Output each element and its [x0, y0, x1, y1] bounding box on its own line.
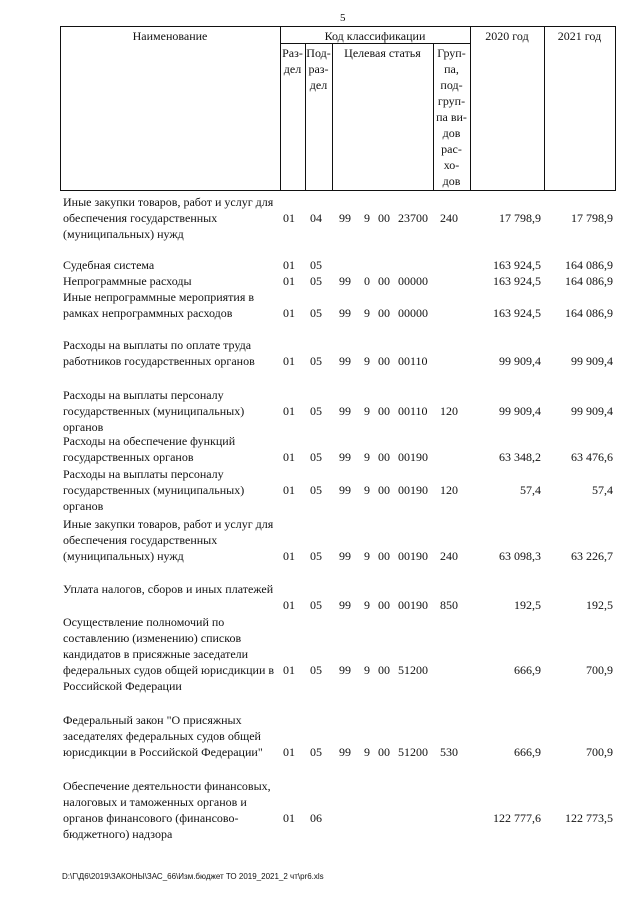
target-part2-cell: 9	[364, 450, 370, 464]
value-2021-cell: 700,9	[586, 663, 613, 677]
target-part3-cell: 00	[378, 450, 390, 464]
target-part4-cell: 00190	[398, 598, 428, 612]
razdel-cell: 01	[283, 404, 295, 418]
podrazdel-cell: 05	[310, 745, 322, 759]
target-part2-cell: 9	[364, 354, 370, 368]
value-2020-cell: 163 924,5	[493, 258, 541, 272]
value-2021-cell: 17 798,9	[571, 211, 613, 225]
podrazdel-cell: 05	[310, 483, 322, 497]
razdel-cell: 01	[283, 211, 295, 225]
target-part4-cell: 51200	[398, 663, 428, 677]
target-part3-cell: 00	[378, 274, 390, 288]
target-part1-cell: 99	[339, 450, 351, 464]
target-part2-cell: 9	[364, 306, 370, 320]
value-2020-cell: 99 909,4	[499, 404, 541, 418]
target-part1-cell: 99	[339, 306, 351, 320]
podrazdel-cell: 05	[310, 598, 322, 612]
group-cell: 120	[440, 483, 458, 497]
podrazdel-cell: 05	[310, 450, 322, 464]
value-2020-cell: 17 798,9	[499, 211, 541, 225]
target-part1-cell: 99	[339, 274, 351, 288]
podrazdel-cell: 05	[310, 354, 322, 368]
group-cell: 850	[440, 598, 458, 612]
target-part3-cell: 00	[378, 483, 390, 497]
target-part1-cell: 99	[339, 549, 351, 563]
podrazdel-cell: 05	[310, 663, 322, 677]
razdel-cell: 01	[283, 258, 295, 272]
razdel-cell: 01	[283, 663, 295, 677]
row-name: Иные закупки товаров, работ и услуг для обеспечения государственных (муниципальных) нужд	[63, 195, 274, 241]
razdel-cell: 01	[283, 811, 295, 825]
target-part4-cell: 00190	[398, 483, 428, 497]
target-part2-cell: 0	[364, 274, 370, 288]
target-part2-cell: 9	[364, 483, 370, 497]
value-2021-cell: 164 086,9	[565, 306, 613, 320]
razdel-cell: 01	[283, 306, 295, 320]
target-part3-cell: 00	[378, 549, 390, 563]
row-name: Расходы на обеспечение функций государственных органов	[63, 434, 236, 464]
target-part1-cell: 99	[339, 745, 351, 759]
target-part1-cell: 99	[339, 598, 351, 612]
row-name: Иные закупки товаров, работ и услуг для обеспечения государственных (муниципальных) нужд	[63, 517, 274, 563]
value-2021-cell: 164 086,9	[565, 274, 613, 288]
value-2021-cell: 192,5	[586, 598, 613, 612]
header-vline	[544, 26, 545, 191]
razdel-cell: 01	[283, 745, 295, 759]
row-name: Судебная система	[63, 258, 155, 272]
target-part1-cell: 99	[339, 354, 351, 368]
header-2020: 2020 год	[485, 29, 529, 43]
podrazdel-cell: 04	[310, 211, 322, 225]
target-part3-cell: 00	[378, 211, 390, 225]
podrazdel-cell: 05	[310, 549, 322, 563]
target-part4-cell: 51200	[398, 745, 428, 759]
podrazdel-cell: 05	[310, 306, 322, 320]
target-part1-cell: 99	[339, 211, 351, 225]
header-podrazdel: Под- раз- дел	[306, 46, 331, 92]
target-part2-cell: 9	[364, 211, 370, 225]
target-part4-cell: 00190	[398, 450, 428, 464]
value-2021-cell: 63 476,6	[571, 450, 613, 464]
header-vline	[60, 26, 61, 191]
podrazdel-cell: 05	[310, 404, 322, 418]
row-name: Расходы на выплаты по оплате труда работников государственных органов	[63, 338, 255, 368]
target-part4-cell: 00190	[398, 549, 428, 563]
target-part4-cell: 00000	[398, 274, 428, 288]
podrazdel-cell: 05	[310, 258, 322, 272]
podrazdel-cell: 06	[310, 811, 322, 825]
target-part1-cell: 99	[339, 663, 351, 677]
footer-path: D:\Г\Д6\2019\ЗАКОНЫ\ЗАС_66\Изм.бюджет ТО 2019_2021_2 чт\pr6.xls	[62, 872, 324, 881]
row-name: Уплата налогов, сборов и иных платежей	[63, 582, 274, 596]
value-2020-cell: 99 909,4	[499, 354, 541, 368]
value-2021-cell: 99 909,4	[571, 354, 613, 368]
target-part2-cell: 9	[364, 598, 370, 612]
target-part4-cell: 00110	[398, 354, 428, 368]
value-2020-cell: 192,5	[514, 598, 541, 612]
value-2021-cell: 57,4	[592, 483, 613, 497]
group-cell: 240	[440, 211, 458, 225]
value-2021-cell: 99 909,4	[571, 404, 613, 418]
razdel-cell: 01	[283, 274, 295, 288]
row-name: Иные непрограммные мероприятия в рамках непрограммных расходов	[63, 290, 255, 320]
razdel-cell: 01	[283, 450, 295, 464]
group-cell: 240	[440, 549, 458, 563]
target-part3-cell: 00	[378, 354, 390, 368]
target-part3-cell: 00	[378, 306, 390, 320]
value-2020-cell: 666,9	[514, 663, 541, 677]
header-vline	[470, 26, 471, 191]
value-2021-cell: 700,9	[586, 745, 613, 759]
target-part4-cell: 23700	[398, 211, 428, 225]
page-number: 5	[340, 12, 346, 24]
header-2021: 2021 год	[557, 29, 602, 43]
header-target: Целевая статья	[344, 46, 421, 60]
target-part3-cell: 00	[378, 745, 390, 759]
target-part2-cell: 9	[364, 404, 370, 418]
value-2021-cell: 122 773,5	[565, 811, 613, 825]
value-2020-cell: 63 098,3	[499, 549, 541, 563]
value-2020-cell: 163 924,5	[493, 306, 541, 320]
header-razdel: Раз- дел	[282, 46, 303, 76]
header-top-line	[60, 26, 616, 27]
value-2020-cell: 163 924,5	[493, 274, 541, 288]
row-name: Обеспечение деятельности финансовых, налоговых и таможенных органов и органов финансового (финансово-бюджетного) надзора	[63, 779, 271, 841]
group-cell: 530	[440, 745, 458, 759]
value-2020-cell: 57,4	[520, 483, 541, 497]
razdel-cell: 01	[283, 354, 295, 368]
header-bottom-line	[60, 190, 616, 191]
header-group: Груп- па, под- груп- па ви- дов рас- хо- дов	[436, 46, 467, 188]
target-part1-cell: 99	[339, 483, 351, 497]
razdel-cell: 01	[283, 598, 295, 612]
value-2021-cell: 63 226,7	[571, 549, 613, 563]
row-name: Расходы на выплаты персоналу государственных (муниципальных) органов	[63, 467, 245, 513]
row-name: Федеральный закон "О присяжных заседателях федеральных судов общей юрисдикции в Российской Федерации"	[63, 713, 263, 759]
target-part3-cell: 00	[378, 663, 390, 677]
header-vline	[332, 43, 333, 191]
value-2020-cell: 666,9	[514, 745, 541, 759]
target-part2-cell: 9	[364, 549, 370, 563]
target-part4-cell: 00110	[398, 404, 428, 418]
row-name: Расходы на выплаты персоналу государственных (муниципальных) органов	[63, 388, 245, 434]
header-name: Наименование	[132, 29, 208, 43]
razdel-cell: 01	[283, 483, 295, 497]
value-2021-cell: 164 086,9	[565, 258, 613, 272]
razdel-cell: 01	[283, 549, 295, 563]
target-part4-cell: 00000	[398, 306, 428, 320]
row-name: Непрограммные расходы	[63, 274, 192, 288]
target-part1-cell: 99	[339, 404, 351, 418]
group-cell: 120	[440, 404, 458, 418]
value-2020-cell: 63 348,2	[499, 450, 541, 464]
row-name: Осуществление полномочий по составлению (изменению) списков кандидатов в присяжные заседатели федеральных судов общей юрисдикции в Российской Федерации	[63, 615, 275, 693]
target-part3-cell: 00	[378, 598, 390, 612]
target-part2-cell: 9	[364, 745, 370, 759]
header-vline	[615, 26, 616, 191]
target-part2-cell: 9	[364, 663, 370, 677]
value-2020-cell: 122 777,6	[493, 811, 541, 825]
header-code: Код классификации	[324, 29, 426, 43]
target-part3-cell: 00	[378, 404, 390, 418]
podrazdel-cell: 05	[310, 274, 322, 288]
